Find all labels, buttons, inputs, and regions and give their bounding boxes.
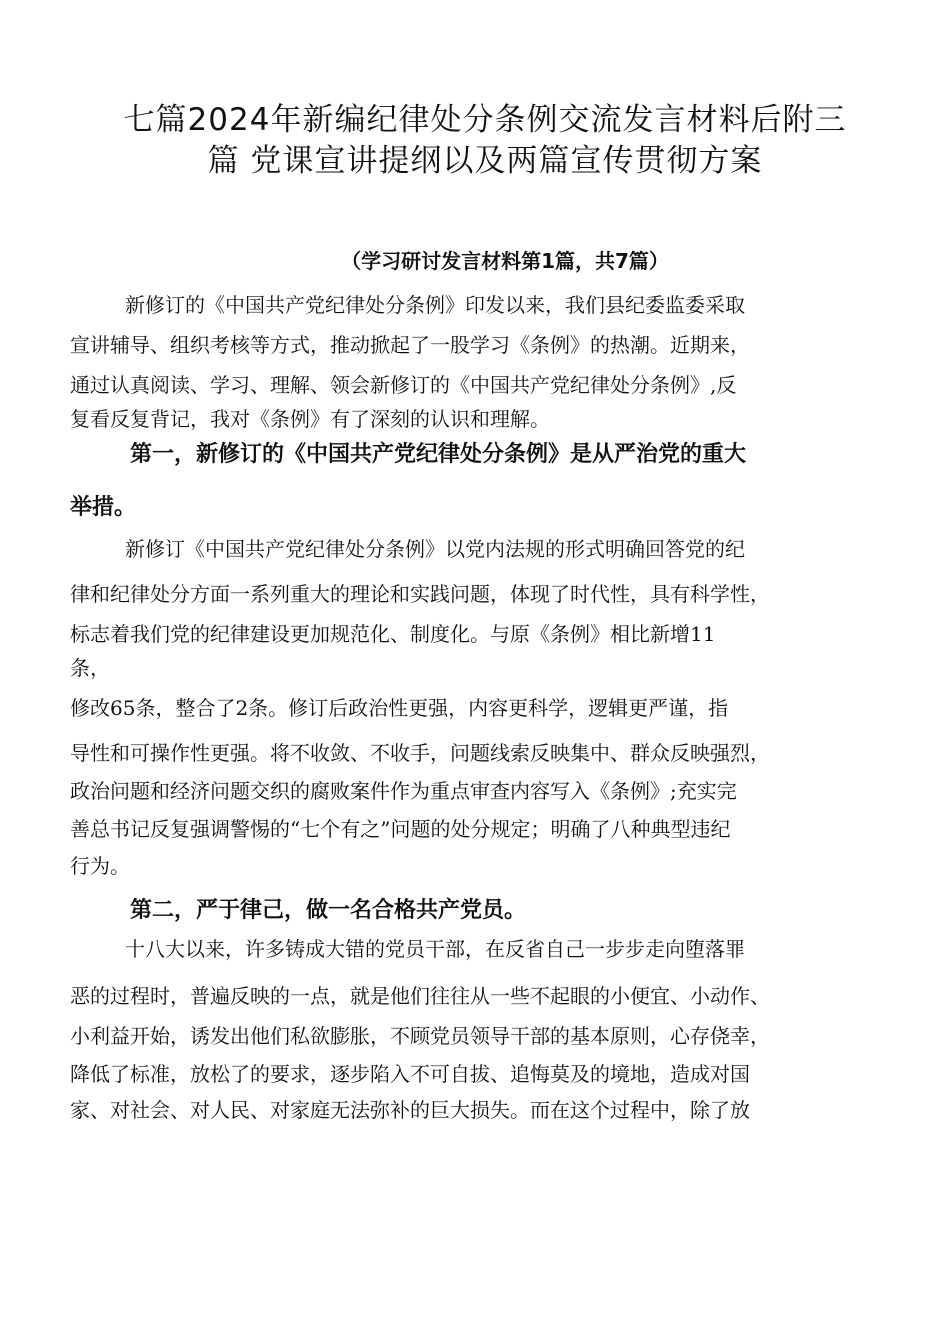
body-text-line: 通过认真阅读、学习、理解、领会新修订的《中国共产党纪律处分条例》,反: [70, 373, 737, 397]
body-text-line: 修改65条，整合了2条。修订后政治性更强，内容更科学，逻辑更严谨，指: [70, 696, 729, 720]
document-subtitle: （学习研讨发言材料第1篇，共7篇）: [341, 249, 669, 273]
body-text-line: 导性和可操作性更强。将不收敛、不收手，问题线索反映集中、群众反映强烈，: [70, 741, 770, 765]
body-text-line: 恶的过程时，普遍反映的一点，就是他们往往从一些不起眼的小便宜、小动作、: [70, 984, 770, 1008]
body-text-line: 行为。: [70, 854, 130, 878]
section-heading-continued: 举措。: [70, 495, 137, 520]
body-text-line: 律和纪律处分方面一系列重大的理论和实践问题，体现了时代性，具有科学性，: [70, 582, 770, 606]
body-text-line: 善总书记反复强调警惕的“七个有之”问题的处分规定；明确了八种典型违纪: [70, 817, 731, 841]
body-text-line: 家、对社会、对人民、对家庭无法弥补的巨大损失。而在这个过程中，除了放: [70, 1098, 750, 1122]
title-line-1: 七篇2024年新编纪律处分条例交流发言材料后附三: [123, 102, 847, 138]
body-text-line: 降低了标准，放松了的要求，逐步陷入不可自拔、追悔莫及的境地，造成对国: [70, 1062, 750, 1086]
body-text-line: 新修订的《中国共产党纪律处分条例》印发以来，我们县纪委监委采取: [125, 293, 745, 317]
body-text-line: 政治问题和经济问题交织的腐败案件作为重点审查内容写入《条例》;充实完: [70, 779, 737, 803]
title-line-2: 篇 党课宣讲提纲以及两篇宣传贯彻方案: [207, 143, 763, 179]
body-text-line: 小利益开始，诱发出他们私欲膨胀，不顾党员领导干部的基本原则，心存侥幸，: [70, 1024, 770, 1048]
body-text-line: 十八大以来，许多铸成大错的党员干部，在反省自己一步步走向堕落罪: [125, 937, 745, 961]
section-heading: 第二，严于律己，做一名合格共产党员。: [130, 898, 527, 923]
body-text-line: 宣讲辅导、组织考核等方式，推动掀起了一股学习《条例》的热潮。近期来，: [70, 333, 750, 357]
body-text-line: 标志着我们党的纪律建设更加规范化、制度化。与原《条例》相比新增11: [70, 622, 716, 646]
document-title: [70, 100, 900, 182]
section-heading: 第一，新修订的《中国共产党纪律处分条例》是从严治党的重大: [130, 442, 747, 467]
body-text-line: 条，: [70, 656, 110, 680]
body-text-line: 复看反复背记，我对《条例》有了深刻的认识和理解。: [70, 407, 550, 431]
body-text-line: 新修订《中国共产党纪律处分条例》以党内法规的形式明确回答党的纪: [125, 537, 745, 561]
